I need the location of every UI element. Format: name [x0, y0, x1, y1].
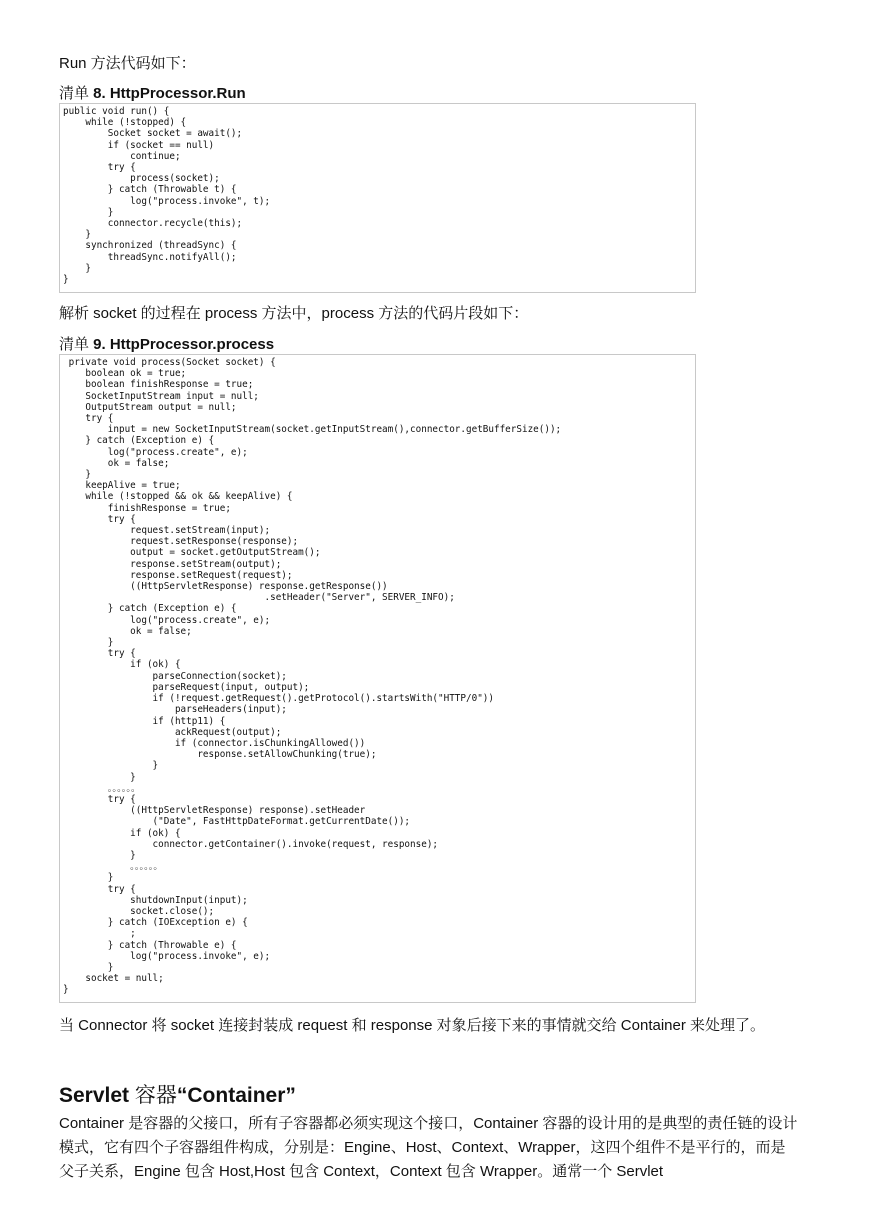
handoff-paragraph: 当 Connector 将 socket 连接封装成 request 和 response 对象后接下来的事情就交给 Container 来处理了。	[59, 1017, 766, 1034]
section-heading-zh: 容器	[134, 1084, 177, 1107]
parse-intro-text: 解析 socket 的过程在 process 方法中，process 方法的代码片段如下：	[59, 305, 529, 322]
listing-9-prefix: 清单	[59, 336, 94, 353]
listing-9-code: private void process(Socket socket) { boolean ok = true; boolean finishResponse = true; SocketInputStream input = null; OutputStream output = null; try { input = new SocketInputStream(socket.getInputStream(),connector.getBufferSize()); } catch (Exception e) { log("process.create", e); ok = false; } keepAlive = true; while (!stopped && ok && keepAlive) { finishResponse = true; try { request.setStream(input); request.setResponse(response); output = socket.getOutputStream(); response.setStream(output); response.setRequest(request); ((HttpServletResponse) response.getResponse()) .setHeader("Server", SERVER_INFO); } catch (Exception e) { log("process.create", e); ok = false; } try { if (ok) { parseConnection(socket); parseRequest(input, output); if (!request.getRequest().getProtocol().startsWith("HTTP/0")) parseHeaders(input); if (http11) { ackRequest(output); if (connector.isChunkingAllowed()) response.setAllowChunking(true); } } 。。。。。。 try { ((HttpServletResponse) response).setHeader ("Date", FastHttpDateFormat.getCurrentDate()); if (ok) { connector.getContainer().invoke(request, response); } 。。。。。。 } try { shutdownInput(input); socket.close(); } catch (IOException e) { ; } catch (Throwable e) { log("process.invoke", e); } socket = null; }	[63, 357, 562, 996]
listing-8-title	[59, 85, 246, 103]
section-heading-en: Servlet	[59, 1084, 135, 1107]
listing-8-prefix: 清单	[59, 85, 94, 102]
section-heading-quoted: “Container”	[176, 1084, 296, 1107]
listing-8-code-box	[59, 103, 696, 293]
listing-8-name: 8. HttpProcessor.Run	[93, 85, 246, 102]
run-intro-text: Run 方法代码如下：	[59, 55, 196, 72]
listing-9-title	[59, 336, 274, 354]
listing-9-code-box	[59, 354, 696, 1003]
container-paragraph: Container 是容器的父接口，所有子容器都必须实现这个接口，Container 容器的设计用的是典型的责任链的设计模式，它有四个子容器组件构成，分别是：Engine、Host、Context、Wrapper，这四个组件不是平行的，而是父子关系，Engine 包含 Host,Host 包含 Context，Context 包含 Wrapper。通常一个 Servlet	[59, 1115, 798, 1180]
listing-8-code: public void run() { while (!stopped) { Socket socket = await(); if (socket == null) continue; try { process(socket); } catch (Throwable t) { log("process.invoke", t); } connector.recycle(this); } synchronized (threadSync) { threadSync.notifyAll(); } }	[63, 106, 271, 286]
listing-9-name: 9. HttpProcessor.process	[93, 336, 275, 353]
section-heading	[59, 1083, 296, 1109]
